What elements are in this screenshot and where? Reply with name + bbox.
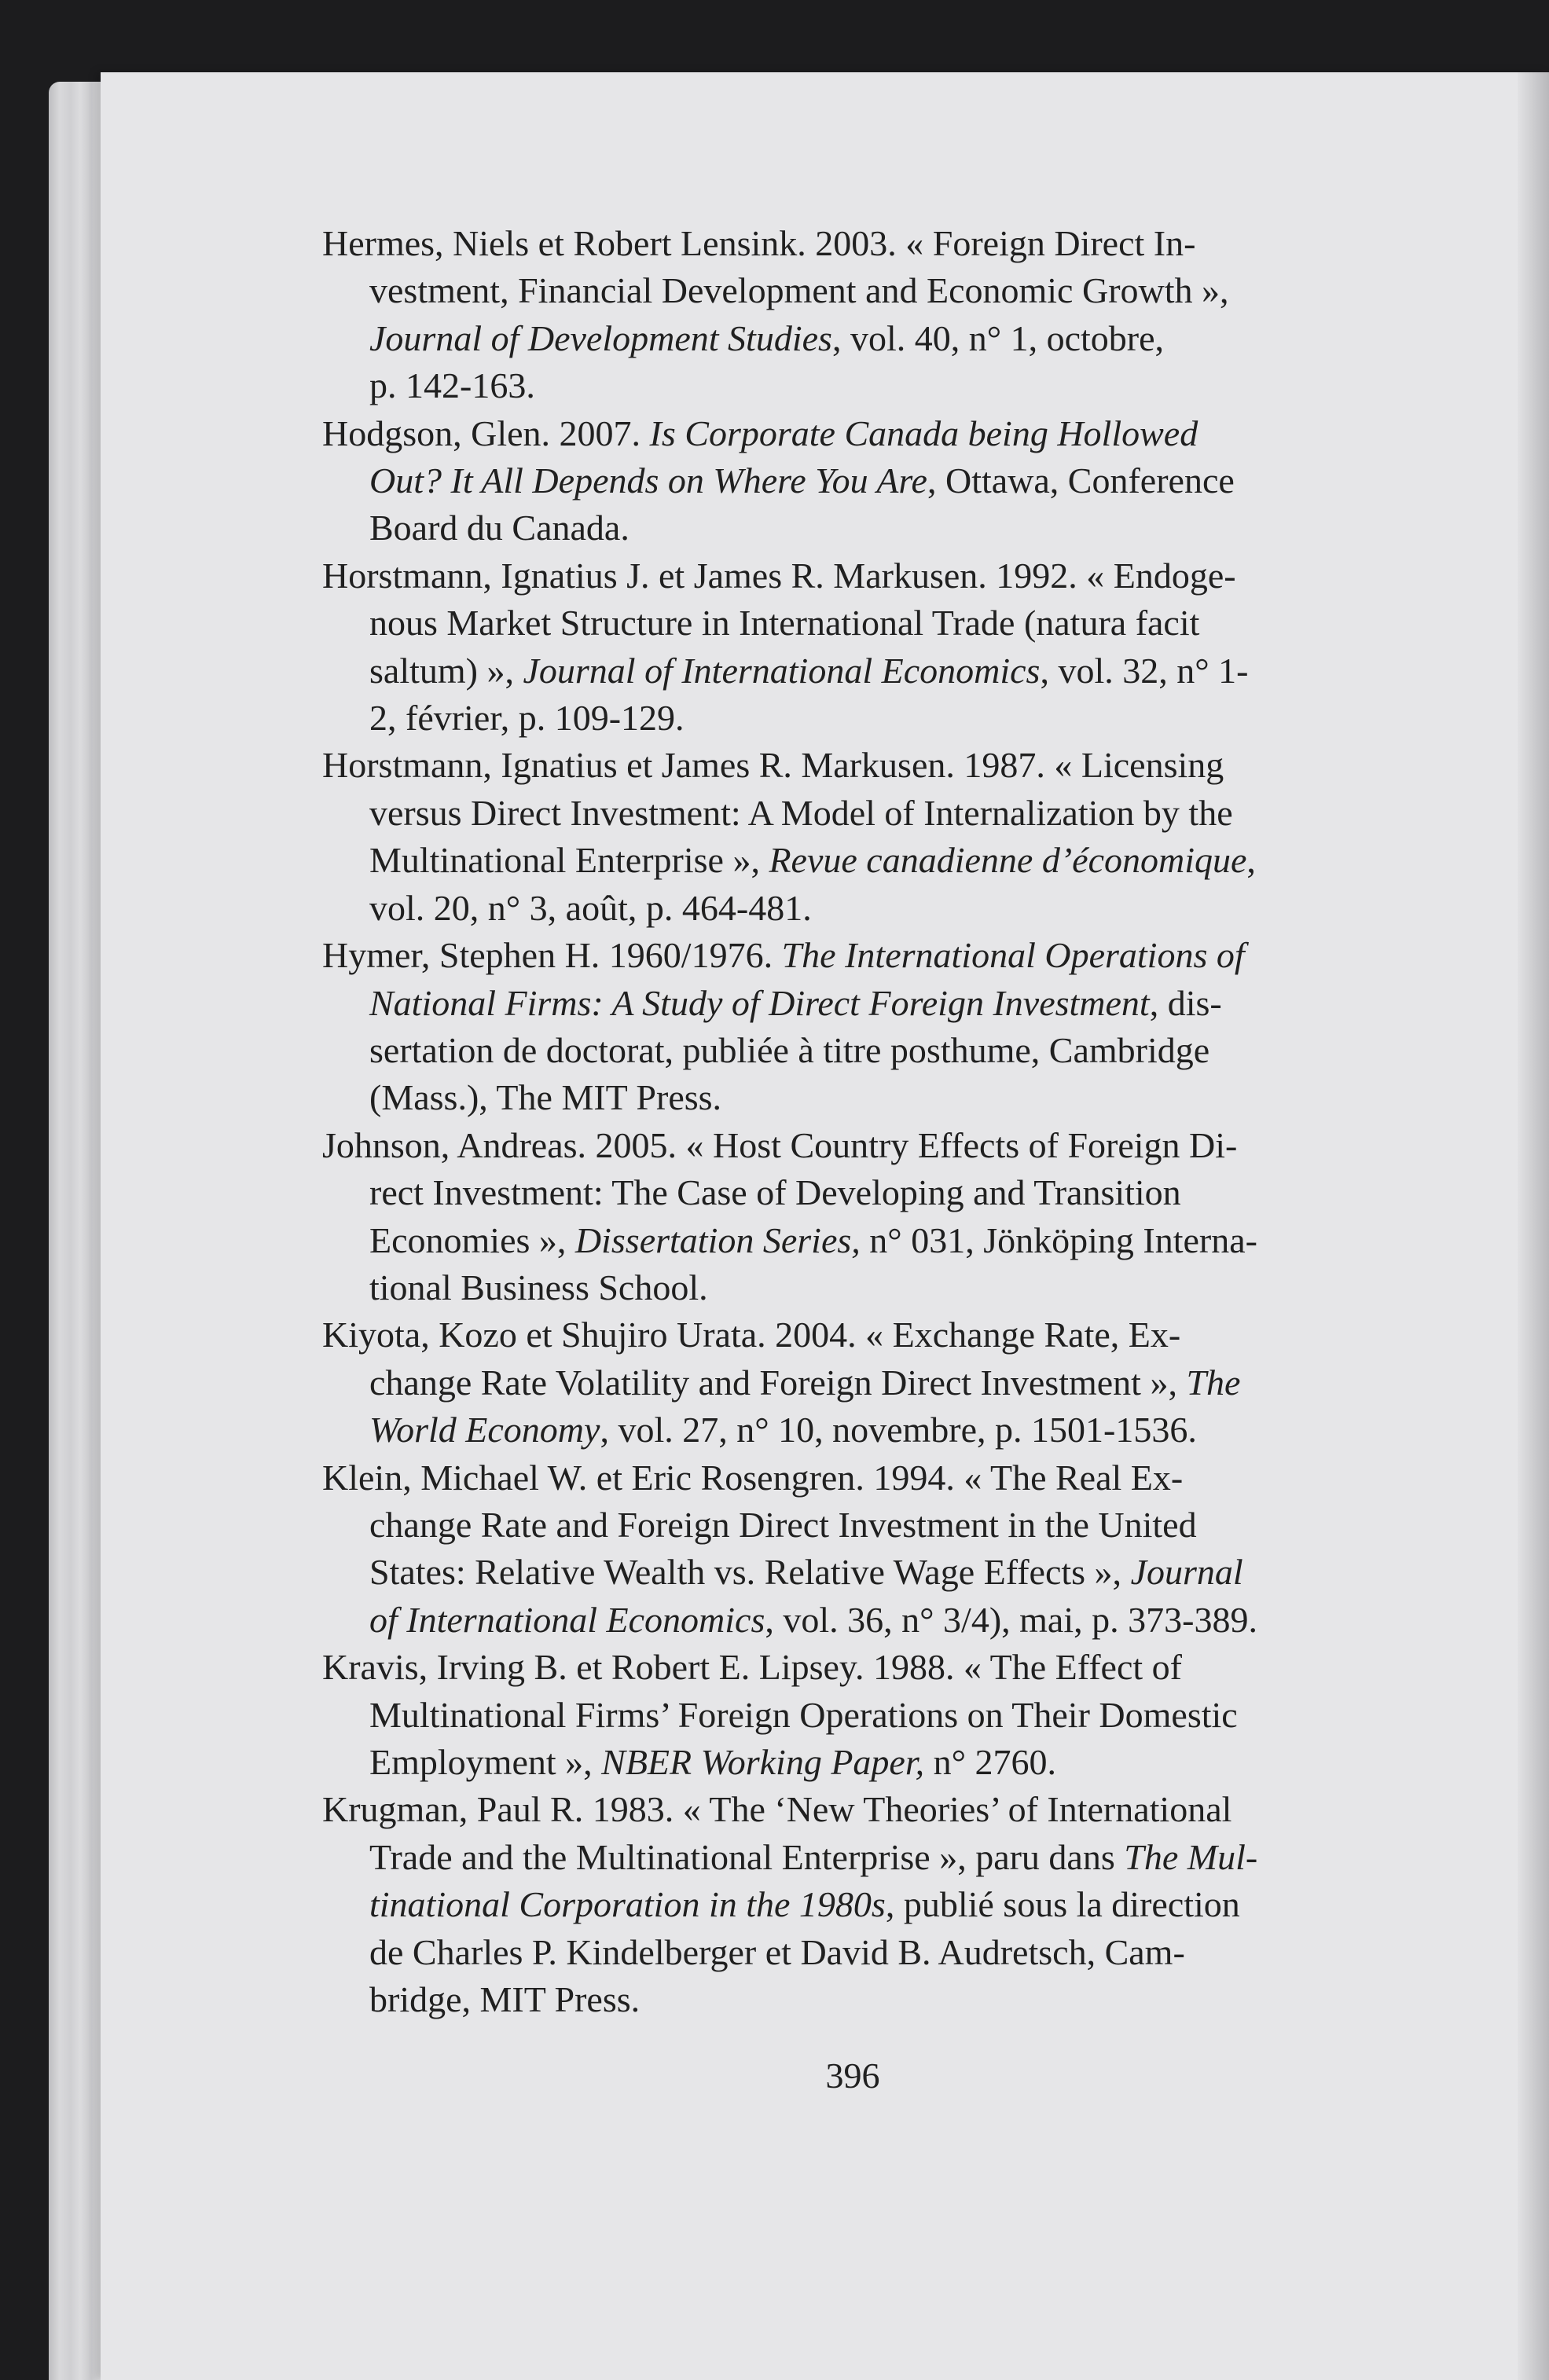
entry-text: Horstmann, Ignatius et James R. Markusen. 1987. « Licensing (322, 745, 1224, 786)
entry-text: change Rate and Foreign Direct Investment in the United (369, 1504, 1197, 1545)
entry-text: vestment, Financial Development and Economic Growth », (369, 270, 1229, 311)
entry-text: Hodgson, Glen. 2007. (322, 413, 650, 453)
entry-line (369, 1979, 640, 2019)
entry-text: n° 2760. (924, 1742, 1057, 1782)
entry-text: Horstmann, Ignatius J. et James R. Markusen. 1992. « Endoge- (322, 555, 1236, 596)
entry-line (369, 1267, 708, 1307)
entry-line (369, 698, 685, 738)
entry-line (322, 1647, 1182, 1687)
entry-text: 2, février, p. 109-129. (369, 698, 685, 739)
entry-text: saltum) », (369, 650, 523, 691)
entry-text: Johnson, Andreas. 2005. « Host Country Effects of Foreign Di- (322, 1124, 1238, 1165)
bibliography-entry (322, 1311, 1415, 1454)
bibliography-entry (322, 932, 1415, 1122)
bibliography-entry (322, 1644, 1415, 1786)
entry-line (369, 270, 1229, 310)
entry-text: change Rate Volatility and Foreign Direct Investment », (369, 1362, 1187, 1403)
bibliography-entry (322, 1786, 1415, 2023)
entry-line (322, 413, 1198, 453)
entry-line (369, 365, 535, 405)
italic-title: Revue canadienne d’économique (769, 840, 1247, 881)
entry-text: Economies », (369, 1219, 575, 1260)
entry-line (369, 1600, 1257, 1640)
entry-text: States: Relative Wealth vs. Relative Wage Effects », (369, 1552, 1131, 1593)
entry-line (369, 1220, 1257, 1260)
bibliography-entry (322, 552, 1415, 743)
entry-line (369, 888, 812, 928)
entry-text: Klein, Michael W. et Eric Rosengren. 1994. « The Real Ex- (322, 1457, 1184, 1498)
entry-line (322, 745, 1224, 785)
italic-title: Is Corporate Canada being Hollowed (649, 413, 1198, 453)
entry-text: Multinational Enterprise », (369, 840, 769, 881)
entry-text: Kiyota, Kozo et Shujiro Urata. 2004. « Exchange Rate, Ex- (322, 1315, 1181, 1355)
entry-text: Kravis, Irving B. et Robert E. Lipsey. 1988. « The Effect of (322, 1647, 1182, 1688)
entry-line (322, 223, 1195, 263)
entry-text: versus Direct Investment: A Model of Internalization by the (369, 792, 1233, 833)
entry-line (322, 935, 1245, 975)
entry-line (369, 1742, 1056, 1782)
entry-line (369, 1410, 1197, 1450)
entry-line (369, 1030, 1209, 1070)
bibliography-entry (322, 1122, 1415, 1312)
entry-line (369, 460, 1235, 501)
entry-text: vol. 20, n° 3, août, p. 464-481. (369, 887, 812, 928)
entry-text: (Mass.), The MIT Press. (369, 1077, 722, 1118)
entry-line (369, 318, 1164, 358)
entry-line (369, 651, 1248, 691)
entry-line (322, 1458, 1183, 1498)
entry-text: Multinational Firms’ Foreign Operations on Their Domestic (369, 1694, 1238, 1735)
entry-text: , publié sous la direction (885, 1884, 1240, 1925)
entry-text: , vol. 32, n° 1- (1040, 650, 1249, 691)
entry-text: Trade and the Multinational Enterprise », paru dans (369, 1836, 1125, 1877)
bibliography-entry (322, 410, 1415, 552)
entry-line (369, 1362, 1240, 1403)
entry-text: Hymer, Stephen H. 1960/1976. (322, 935, 782, 976)
italic-title: Dissertation Series, (574, 1219, 861, 1260)
italic-title: Journal of Development Studies (369, 317, 832, 358)
entry-text: Hermes, Niels et Robert Lensink. 2003. « Foreign Direct In- (322, 223, 1196, 263)
bibliography-entry (322, 742, 1415, 932)
italic-title: Out? It All Depends on Where You Are (369, 460, 927, 501)
entry-text: rect Investment: The Case of Developing and Transition (369, 1172, 1181, 1213)
entry-line (369, 603, 1199, 643)
italic-title: National Firms: A Study of Direct Foreign Investment (369, 982, 1150, 1023)
entry-text: Employment », (369, 1742, 602, 1782)
entry-text: tional Business School. (369, 1267, 708, 1307)
italic-title: NBER Working Paper, (601, 1742, 925, 1782)
entry-text: sertation de doctorat, publiée à titre posthume, Cambridge (369, 1029, 1210, 1070)
page-number: 396 (825, 2055, 880, 2096)
entry-text: , dis- (1149, 982, 1222, 1023)
italic-title: Journal of International Economics (523, 650, 1041, 691)
entry-text: , vol. 36, n° 3/4), mai, p. 373-389. (765, 1599, 1257, 1640)
italic-title: of International Economics (369, 1599, 765, 1640)
entry-line (369, 840, 1256, 880)
entry-line (322, 556, 1236, 596)
bibliography-entry (322, 1454, 1415, 1645)
entry-line (369, 1172, 1181, 1212)
entry-text: , vol. 40, n° 1, octobre, (831, 317, 1165, 358)
entry-text: de Charles P. Kindelberger et David B. Audretsch, Cam- (369, 1931, 1185, 1972)
entry-line (369, 1505, 1197, 1545)
italic-title: tinational Corporation in the 1980s (369, 1884, 886, 1925)
entry-line (369, 1837, 1257, 1877)
entry-line (369, 983, 1222, 1023)
entry-line (322, 1789, 1231, 1829)
entry-line (369, 1932, 1185, 1972)
entry-line (369, 1552, 1243, 1592)
entry-text: , (1246, 840, 1256, 881)
entry-text: , Ottawa, Conference (927, 460, 1235, 501)
bibliography-list (322, 220, 1415, 2023)
italic-title: The (1186, 1362, 1241, 1403)
entry-line (369, 1077, 721, 1117)
entry-text: Krugman, Paul R. 1983. « The ‘New Theories’ of International (322, 1789, 1232, 1830)
entry-text: bridge, MIT Press. (369, 1979, 641, 2020)
entry-line (369, 508, 630, 548)
bibliography-entry (322, 220, 1415, 410)
entry-text: n° 031, Jönköping Interna- (860, 1219, 1257, 1260)
entry-line (322, 1315, 1180, 1355)
entry-text: , vol. 27, n° 10, novembre, p. 1501-1536. (600, 1410, 1197, 1450)
italic-title: Journal (1130, 1552, 1243, 1593)
entry-text: p. 142-163. (369, 365, 535, 406)
italic-title: The Mul- (1124, 1836, 1258, 1877)
entry-text: Board du Canada. (369, 508, 630, 548)
page-edge-shadow (1518, 72, 1549, 2380)
entry-line (369, 793, 1233, 833)
entry-text: nous Market Structure in International Trade (natura facit (369, 603, 1200, 644)
entry-line (369, 1884, 1240, 1924)
italic-title: World Economy (369, 1410, 600, 1450)
italic-title: The International Operations of (781, 935, 1245, 976)
entry-line (369, 1695, 1238, 1735)
entry-line (322, 1125, 1237, 1165)
